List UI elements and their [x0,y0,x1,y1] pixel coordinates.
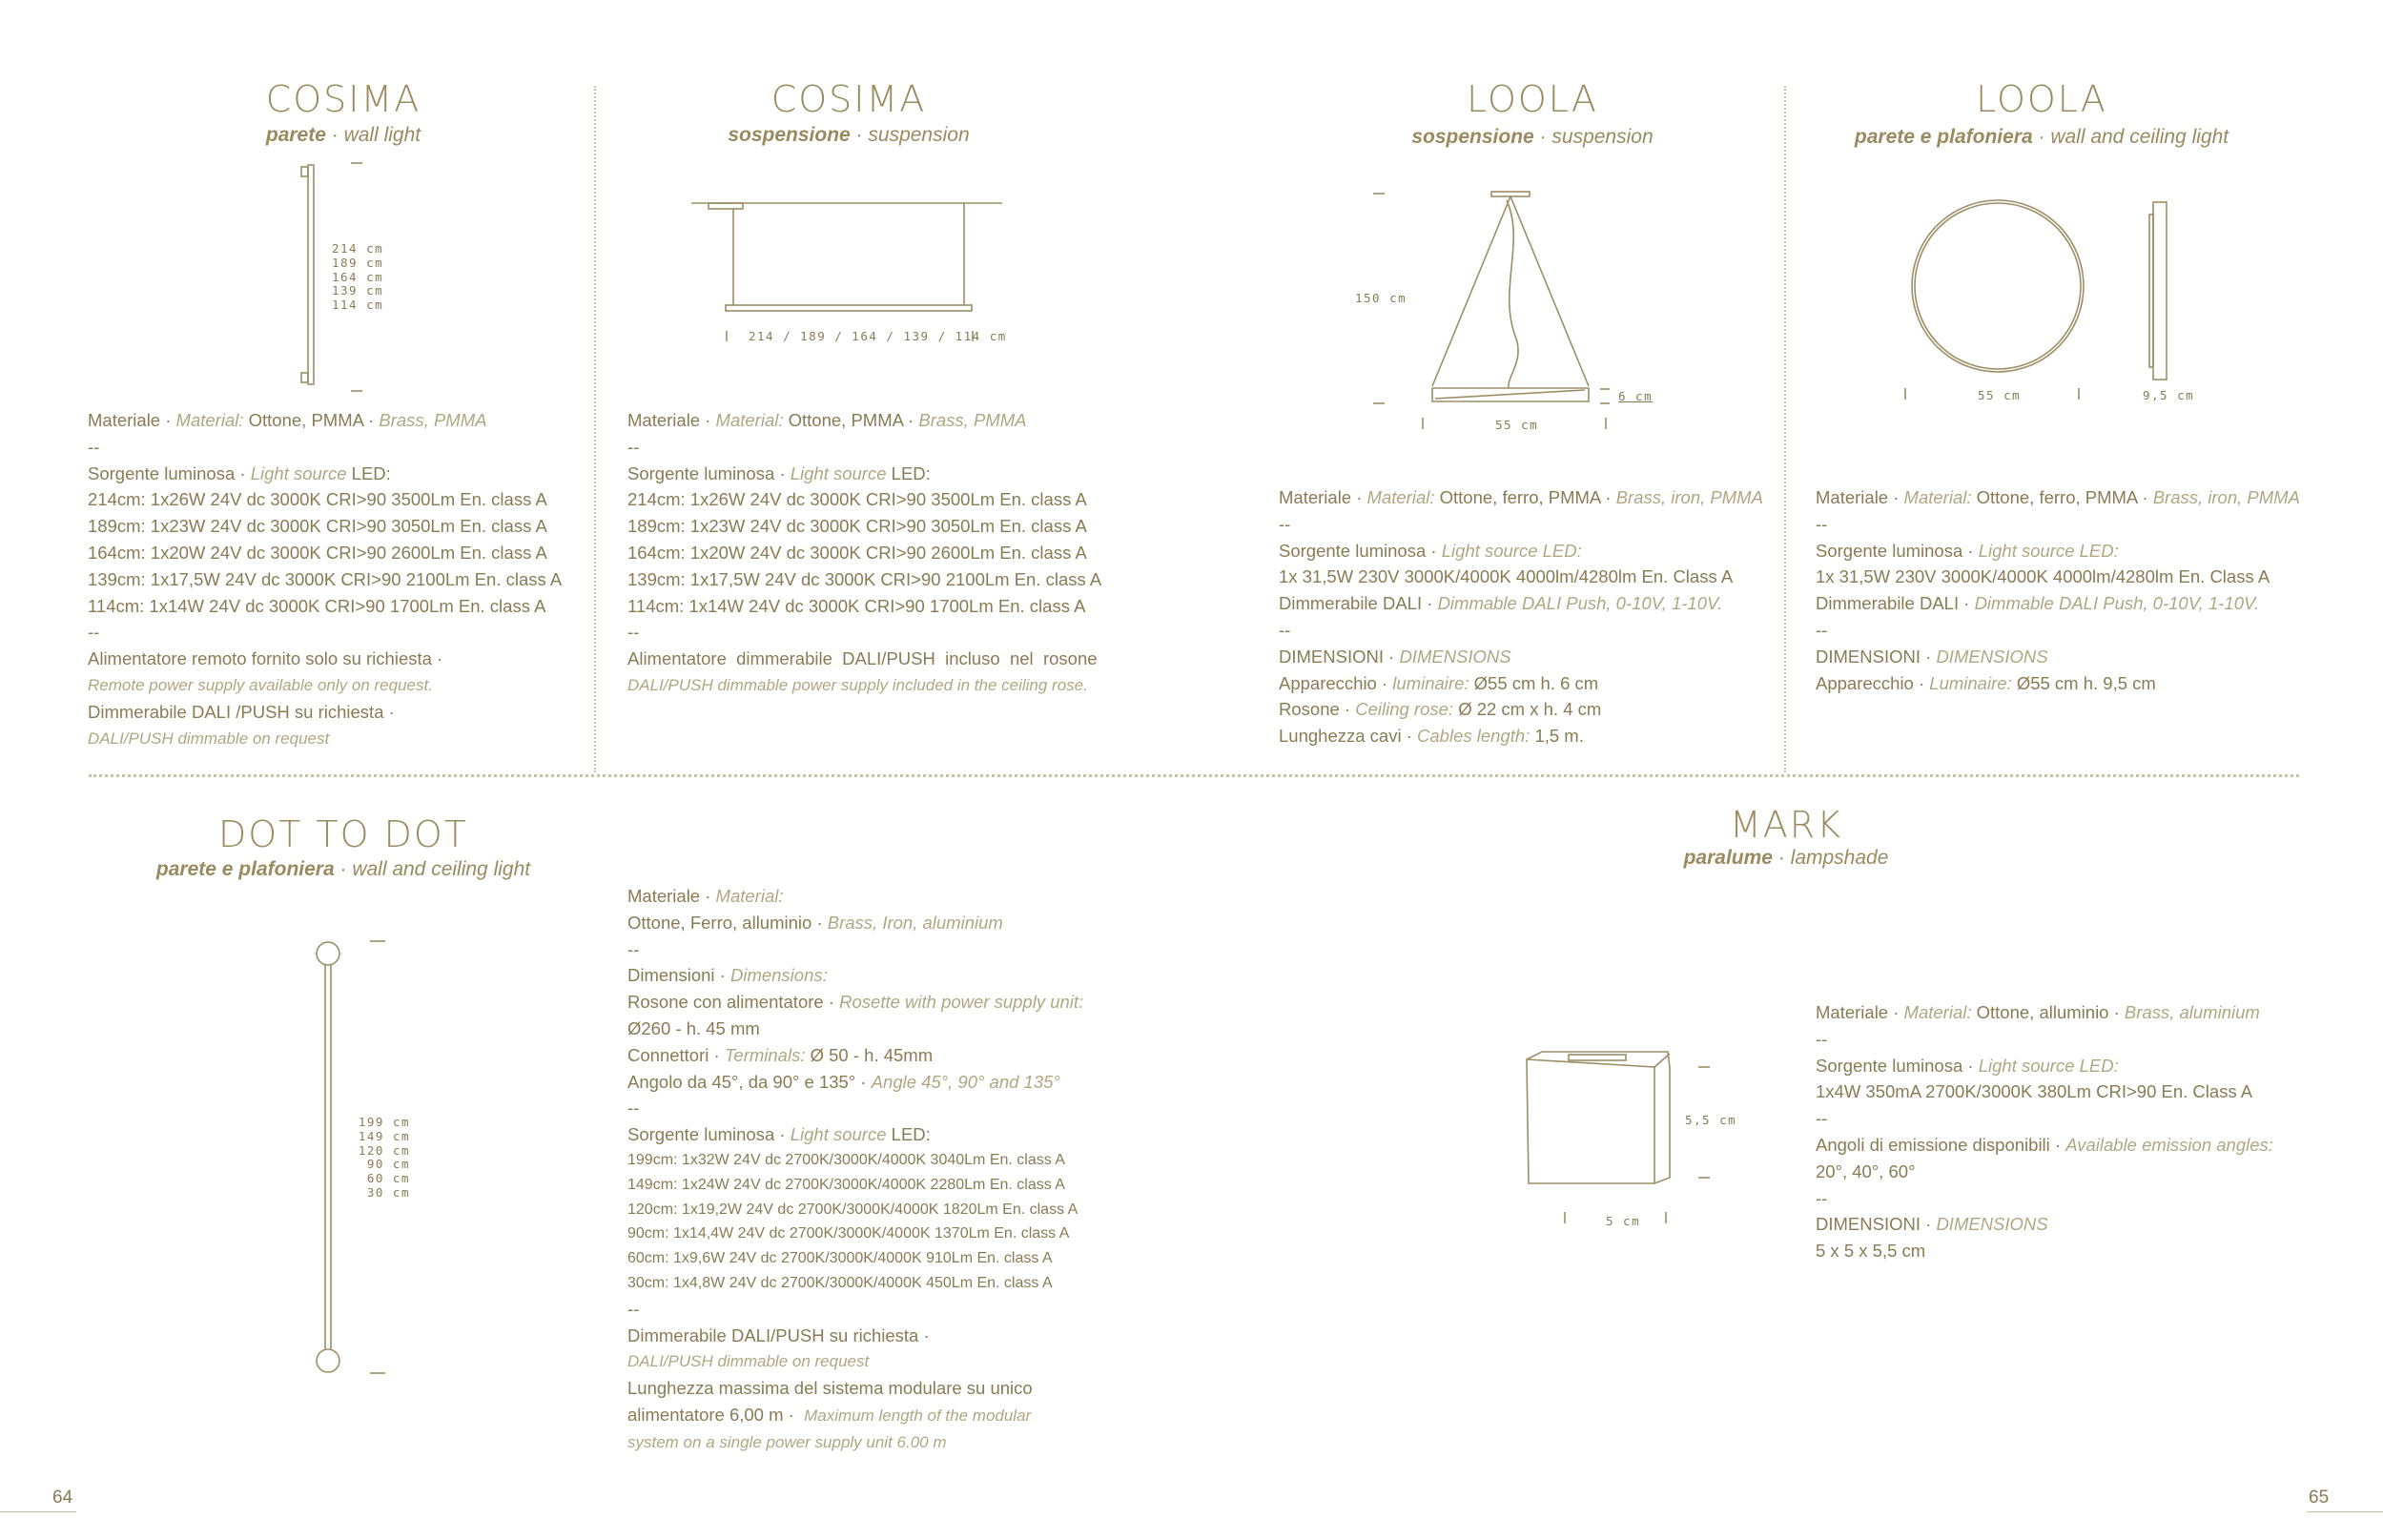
material-label-en: Material: [175,410,244,430]
sep-dot: · [1600,487,1616,507]
sep-dot: · [709,1044,725,1065]
source-spec: 114cm: 1x14W 24V dc 3000K CRI>90 1700Lm En. class A [88,595,546,616]
angle-label: Angolo da 45°, da 90° e 135° [627,1071,856,1092]
page-rule-left [0,1511,76,1512]
dim-heading [627,962,1083,989]
material-value: Ottone, PMMA [248,410,363,430]
sep-dot: · [1920,646,1937,667]
source-label: Sorgente luminosa [1279,540,1427,561]
supply-note: Alimentatore remoto fornito solo su richiesta · [88,648,443,669]
sep-dot: · [362,410,380,430]
separator: -- [627,1098,640,1119]
product-subtitle-loola-susp [1342,126,1723,149]
source-label: Sorgente luminosa [88,462,236,483]
source-type: LED: [891,462,931,483]
sep-dot: · [774,462,791,483]
subtitle-it: parete e plafoniera [155,858,335,880]
separator: -- [627,622,640,643]
source-row [1279,538,1763,565]
dimm-row [1279,590,1763,617]
sep-dot: · [1888,1002,1904,1022]
dim-label: 149 cm [358,1128,410,1143]
material-value-row [627,910,1083,936]
loola-wall-dim-depth: 9,5 cm [2143,388,2195,402]
angles-row [1816,1132,2273,1159]
material-label-en: Material: [1366,487,1435,507]
sep-dot: · [1401,726,1418,747]
subtitle-en: suspension [868,124,970,146]
material-row [627,883,1083,910]
material-row [88,407,562,434]
source-spec: 214cm: 1x26W 24V dc 3000K CRI>90 3500Lm En. class A [627,489,1087,510]
sep-dot: · [811,912,828,933]
separator: -- [627,1298,640,1319]
length-row [627,1402,1083,1429]
sep-dot: · [1351,487,1367,507]
dim-label: Dimensioni [627,965,715,986]
app-value: Ø55 cm h. 9,5 cm [2016,672,2156,693]
row-divider [89,774,2299,777]
sep-dot: · [2137,487,2153,507]
material-label-en: Material: [715,410,784,430]
material-label: Materiale [627,886,701,906]
subtitle-it: sospensione [728,124,851,146]
material-value-en: Brass, aluminium [2124,1002,2260,1022]
material-row [1279,484,1763,511]
app-label-en: Luminaire: [1929,672,2012,693]
page-rule-right [2307,1511,2383,1512]
angle-label-en: Angle 45°, 90° and 135° [871,1071,1060,1092]
source-label-en: Light source [250,462,347,483]
rose-label: Rosone con alimentatore [627,992,824,1013]
product-title-cosima-susp: COSIMA [770,78,927,120]
cable-row [1279,723,1763,749]
source-spec: 1x 31,5W 230V 3000K/4000K 4000lm/4280lm En. Class A [1816,566,2270,587]
product-subtitle-cosima-wall [153,124,534,147]
dimm-row [1816,590,2300,617]
product-title-loola-wall: LOOLA [1976,78,2107,120]
subtitle-en: wall light [343,124,421,146]
separator: -- [88,436,100,457]
cable-label-en: Cables length: [1417,726,1530,747]
app-label: Apparecchio [1816,672,1914,693]
source-spec: 90cm: 1x14,4W 24V dc 2700K/3000K/4000K 1370Lm En. class A [627,1225,1070,1242]
loola-wall-specs [1816,484,2300,696]
material-value-en: Brass, PMMA [379,410,487,430]
dim-label: 120 cm [358,1142,410,1158]
subtitle-sep: · [2032,126,2051,148]
length-note-en: Maximum length of the modular [804,1406,1032,1425]
dim-label: 189 cm [332,255,384,270]
material-label: Materiale [1816,487,1889,507]
material-value-en: Brass, PMMA [918,410,1027,430]
material-label: Materiale [1816,1002,1889,1022]
sep-dot: · [1383,646,1400,667]
source-spec: 114cm: 1x14W 24V dc 3000K CRI>90 1700Lm En. class A [627,595,1086,616]
sep-dot: · [235,462,251,483]
dot-sources [627,1148,1083,1296]
rose-row [627,989,1083,1016]
dimm-note: Dimmerabile DALI/PUSH su richiesta · [627,1324,930,1345]
column-divider-1 [594,86,596,772]
subtitle-sep: · [1533,126,1552,148]
cosima-susp-dims: 214 / 189 / 164 / 139 / 114 cm [749,329,1007,343]
subtitle-en: suspension [1551,126,1654,148]
source-spec: 120cm: 1x19,2W 24V dc 2700K/3000K/4000K 1820Lm En. class A [627,1201,1079,1218]
conn-label-en: Terminals: [724,1044,806,1065]
sep-dot: · [2108,1002,2125,1022]
subtitle-it: paralume [1683,847,1773,869]
rose-label: Rosone [1279,699,1340,720]
subtitle-sep: · [1772,847,1791,869]
material-value: Ottone, Ferro, alluminio [627,912,812,933]
source-label: Sorgente luminosa [627,462,775,483]
sep-dot: · [700,886,716,906]
length-note-2: alimentatore 6,00 m · [627,1404,794,1425]
material-value-en: Brass, Iron, aluminium [827,912,1003,933]
separator: -- [1816,1187,1828,1208]
source-label-en: Light source LED: [1978,1055,2119,1076]
source-type: LED: [891,1124,931,1145]
material-label: Materiale [1279,487,1352,507]
sep-dot: · [1376,672,1393,693]
source-spec: 60cm: 1x9,6W 24V dc 2700K/3000K/4000K 910Lm En. class A [627,1250,1053,1267]
mark-specs [1816,999,2273,1264]
sep-dot: · [902,410,919,430]
sep-dot: · [855,1071,872,1092]
material-value-en: Brass, iron, PMMA [1615,487,1763,507]
subtitle-it: sospensione [1411,126,1534,148]
dimm-label-en: Dimmable DALI Push, 0-10V, 1-10V. [1437,593,1723,614]
material-row [627,407,1101,434]
rose-value: Ø 22 cm x h. 4 cm [1458,699,1602,720]
source-spec: 139cm: 1x17,5W 24V dc 3000K CRI>90 2100Lm En. class A [627,568,1102,589]
rose-label-en: Rosette with power supply unit: [839,992,1084,1013]
sep-dot: · [1962,1055,1979,1076]
supply-note-en: Remote power supply available only on request. [88,675,433,694]
source-label-en: Light source [790,1124,887,1145]
dim-label-en: Dimensions: [729,965,828,986]
conn-label: Connettori [627,1044,709,1065]
source-spec: 199cm: 1x32W 24V dc 2700K/3000K/4000K 3040Lm En. class A [627,1151,1065,1168]
material-row [1816,999,2273,1026]
sep-dot: · [1339,699,1356,720]
mark-dim-width: 5 cm [1606,1214,1641,1228]
sep-dot: · [2049,1134,2066,1155]
subtitle-sep: · [325,124,344,146]
dim-label-en: DIMENSIONS [1936,646,2048,667]
rose-row [1279,696,1763,723]
material-value: Ottone, PMMA [788,410,903,430]
dim-heading [1279,644,1763,670]
source-type: LED: [351,462,391,483]
dimm-note-en: DALI/PUSH dimmable on request [627,1352,870,1371]
source-row [1816,538,2300,565]
cable-value: 1,5 m. [1534,726,1584,747]
separator: -- [1816,513,1828,534]
dot-specs [627,883,1083,1456]
source-label: Sorgente luminosa [1816,540,1963,561]
loola-susp-dim-width: 55 cm [1495,418,1539,432]
dim-label: 199 cm [358,1115,410,1129]
supply-note-en: DALI/PUSH dimmable power supply included in the ceiling rose. [627,675,1088,694]
material-value: Ottone, ferro, PMMA [1976,487,2138,507]
material-label-en: Material: [1903,1002,1972,1022]
sep-dot: · [714,965,730,986]
material-label: Materiale [88,410,161,430]
product-subtitle-loola-wall [1803,126,2280,149]
dim-value: 5 x 5 x 5,5 cm [1816,1241,1926,1262]
subtitle-it: parete [265,124,326,146]
dimm-label-en: Dimmable DALI Push, 0-10V, 1-10V. [1974,593,2260,614]
source-spec: 214cm: 1x26W 24V dc 3000K CRI>90 3500Lm En. class A [88,489,547,510]
dim-heading [1816,1211,2273,1238]
source-spec: 189cm: 1x23W 24V dc 3000K CRI>90 3050Lm En. class A [88,516,547,537]
column-divider-2 [1784,86,1786,772]
loola-susp-specs [1279,484,1763,749]
product-title-mark: MARK [1729,804,1843,846]
subtitle-en: wall and ceiling light [352,858,531,880]
sep-dot: · [774,1124,791,1145]
source-label: Sorgente luminosa [627,1124,775,1145]
source-spec: 164cm: 1x20W 24V dc 3000K CRI>90 2600Lm En. class A [627,542,1087,563]
conn-value: Ø 50 - h. 45mm [810,1044,934,1065]
cosima-susp-specs [627,407,1101,699]
material-label: Materiale [627,410,701,430]
subtitle-sep: · [334,858,353,880]
source-spec: 164cm: 1x20W 24V dc 3000K CRI>90 2600Lm En. class A [88,542,547,563]
app-label-en: luminaire: [1392,672,1469,693]
dim-heading [1816,644,2300,670]
sep-dot: · [1920,1214,1937,1235]
source-row [88,461,562,487]
dim-label-en: DIMENSIONS [1399,646,1511,667]
product-title-loola-susp: LOOLA [1467,78,1598,120]
rose-value: Ø260 - h. 45 mm [627,1017,760,1038]
conn-row [627,1042,1083,1069]
source-label-en: Light source LED: [1978,540,2119,561]
dim-label: 30 cm [366,1184,410,1200]
loola-susp-dim-depth: 6 cm [1618,389,1654,403]
sep-dot: · [1959,593,1975,614]
source-label-en: Light source [790,462,887,483]
source-label-en: Light source LED: [1441,540,1582,561]
source-spec: 1x 31,5W 230V 3000K/4000K 4000lm/4280lm En. Class A [1279,566,1734,587]
app-label: Apparecchio [1279,672,1377,693]
source-spec: 139cm: 1x17,5W 24V dc 3000K CRI>90 2100Lm En. class A [88,568,563,589]
dimm-label: Dimmerabile DALI [1279,593,1423,614]
cosima-wall-specs [88,407,562,751]
sep-dot: · [823,992,840,1013]
loola-susp-dim-height: 150 cm [1355,291,1407,305]
dim-label: 60 cm [366,1171,410,1186]
angles-label-en: Available emission angles: [2065,1134,2273,1155]
dim-label: 139 cm [332,283,384,298]
product-title-dot: DOT TO DOT [217,813,469,855]
source-spec: 30cm: 1x4,8W 24V dc 2700K/3000K/4000K 450Lm En. class A [627,1274,1053,1291]
sep-dot: · [1913,672,1930,693]
dimm-note: Dimmerabile DALI /PUSH su richiesta · [88,701,395,722]
dim-label: DIMENSIONI [1279,646,1384,667]
sep-dot: · [1962,540,1979,561]
source-row [627,461,1101,487]
sep-dot: · [700,410,716,430]
material-row [1816,484,2300,511]
sep-dot: · [1422,593,1438,614]
separator: -- [627,938,640,959]
product-title-cosima-wall: COSIMA [265,78,421,120]
app-row [1279,670,1763,697]
separator: -- [88,622,100,643]
page-number-left: 64 [52,1488,73,1508]
mark-drawing [1521,1044,1731,1235]
separator: -- [1816,1028,1828,1049]
material-value-en: Brass, iron, PMMA [2152,487,2300,507]
separator: -- [1816,619,1828,640]
separator: -- [627,436,640,457]
loola-wall-dim-diam: 55 cm [1978,388,2022,402]
subtitle-en: wall and ceiling light [2050,126,2229,148]
angles-label: Angoli di emissione disponibili [1816,1134,2050,1155]
source-spec: 1x4W 350mA 2700K/3000K 380Lm CRI>90 En. Class A [1816,1081,2253,1102]
separator: -- [1816,1108,1828,1129]
sep-dot: · [1888,487,1904,507]
source-label: Sorgente luminosa [1816,1055,1963,1076]
source-spec: 189cm: 1x23W 24V dc 3000K CRI>90 3050Lm En. class A [627,516,1087,537]
dim-label: 114 cm [332,298,384,313]
supply-note: Alimentatore dimmerabile DALI/PUSH incluso nel rosone [627,648,1098,669]
dim-label: 164 cm [332,269,384,284]
source-row [1816,1053,2273,1079]
cosima-wall-dims [332,242,383,313]
dimm-note-en: DALI/PUSH dimmable on request [88,729,330,748]
subtitle-it: parete e plafoniera [1854,126,2033,148]
dim-label-en: DIMENSIONS [1936,1214,2048,1235]
separator: -- [1279,513,1291,534]
app-row [1816,670,2300,697]
cable-label: Lunghezza cavi [1279,726,1402,747]
product-subtitle-dot [105,858,582,881]
material-value: Ottone, alluminio [1976,1002,2109,1022]
subtitle-sep: · [850,124,869,146]
angle-row [627,1069,1083,1096]
product-subtitle-mark [1595,847,1977,870]
material-label-en: Material: [715,886,784,906]
separator: -- [1279,619,1291,640]
dimm-label: Dimmerabile DALI [1816,593,1960,614]
mark-dim-height: 5,5 cm [1685,1113,1737,1127]
material-value: Ottone, ferro, PMMA [1439,487,1601,507]
page-number-right: 65 [2309,1488,2330,1508]
sep-dot: · [1426,540,1442,561]
angles-value: 20°, 40°, 60° [1816,1160,1916,1181]
cosima-susp-drawing [691,200,1006,343]
rose-label-en: Ceiling rose: [1355,699,1454,720]
dim-label: DIMENSIONI [1816,646,1921,667]
length-note: Lunghezza massima del sistema modulare su unico [627,1378,1033,1399]
dim-label: 90 cm [366,1157,410,1172]
sep-dot: · [160,410,176,430]
product-subtitle-cosima-susp [658,124,1039,147]
source-spec: 149cm: 1x24W 24V dc 2700K/3000K/4000K 2280Lm En. class A [627,1176,1065,1193]
dim-label: 214 cm [332,241,384,256]
loola-susp-drawing [1364,186,1650,434]
material-label-en: Material: [1903,487,1972,507]
subtitle-en: lampshade [1790,847,1889,869]
source-row [627,1121,1083,1148]
dot-dims [358,1116,410,1201]
length-note-en-2: system on a single power supply unit 6.00 m [627,1432,947,1451]
dim-label: DIMENSIONI [1816,1214,1921,1235]
app-value: Ø55 cm h. 6 cm [1473,672,1599,693]
loola-wall-drawing [1898,195,2184,405]
